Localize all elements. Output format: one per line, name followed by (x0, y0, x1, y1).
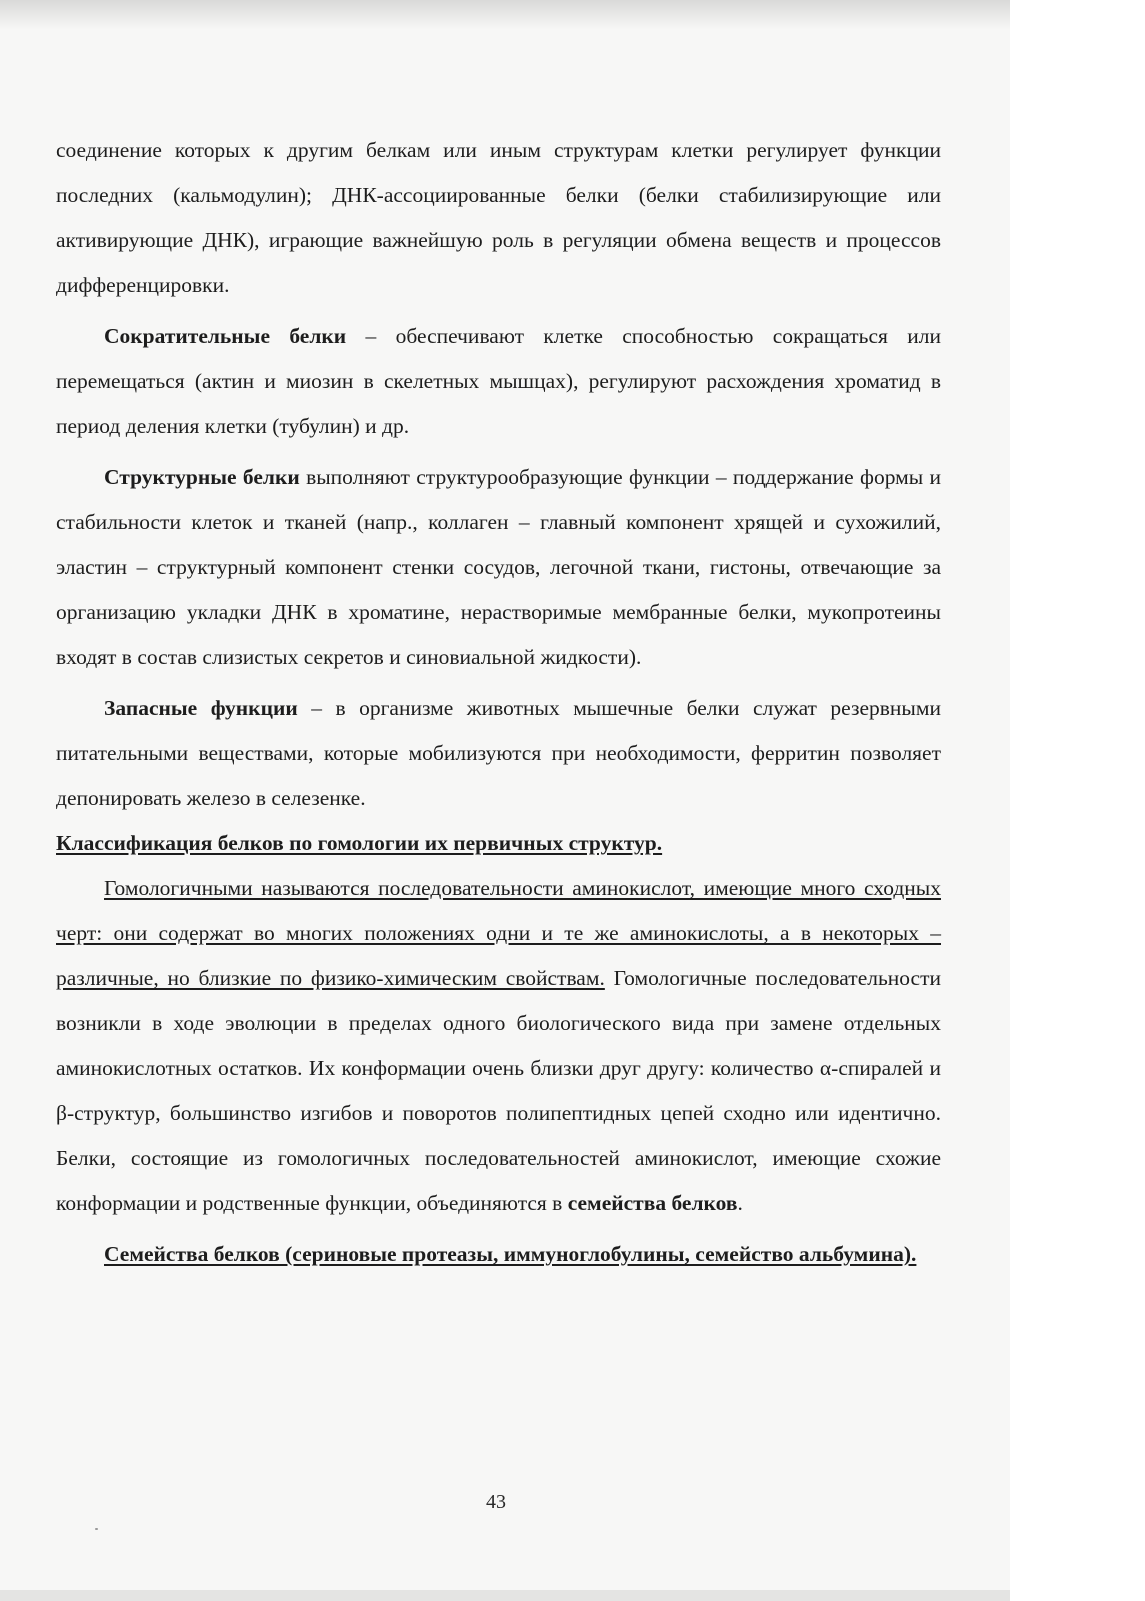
term-structural: Структурные белки (104, 465, 300, 489)
body-text (56, 128, 941, 1277)
heading-protein-families: Семейства белков (сериновые протеазы, иммуноглобулины, семейство альбумина). (104, 1242, 917, 1266)
heading-homology-classification: Классификация белков по гомологии их первичных структур. (56, 831, 663, 855)
paragraph-structural-proteins: Структурные белки выполняют структурообразующие функции – поддержание формы и стабильности клеток и тканей (напр., коллаген – главный компонент хрящей и сухожилий, эластин – структурный компонент стенки сосудов, легочной ткани, гистоны, отвечающие за организацию укладки ДНК в хроматине, нерастворимые мембранные белки, мукопротеины входят в состав слизистых секретов и синовиальной жидкости). (56, 465, 941, 669)
term-storage: Запасные функции (104, 696, 298, 720)
paragraph-homologous-sequences: Гомологичными называются последовательности аминокислот, имеющие много сходных черт: они содержат во многих положениях одни и те же аминокислоты, а в некоторых – различные, но близкие по физико-химическим свойствам. Гомологичные последовательности возникли в ходе эволюции в пределах одного биологического вида при замене отдельных аминокислотных остатков. Их конформации очень близки друг другу: количество α-спиралей и β-структур, большинство изгибов и поворотов полипептидных цепей сходно или идентично. Белки, состоящие из гомологичных последовательностей аминокислот, имеющие схожие конформации и родственные функции, объединяются в семейства белков. (56, 876, 942, 1215)
term-protein-families: семейства белков (567, 1191, 738, 1215)
page-number: 43 (486, 1491, 506, 1513)
paragraph-dna-associated: соединение которых к другим белкам или иным структурам клетки регулирует функции последних (кальмодулин); ДНК-ассоциированные белки (белки стабилизирующие или активирующие ДНК), играющие важнейшую роль в регуляции обмена веществ и процессов дифференцировки. (56, 138, 941, 297)
term-contractile: Сократительные белки (104, 324, 347, 348)
paragraph-contractile-proteins: Сократительные белки – обеспечивают клетке способностью сокращаться или перемещаться (актин и миозин в скелетных мышцах), регулируют расхождения хроматид в период деления клетки (тубулин) и др. (56, 324, 941, 438)
paragraph-storage-functions: Запасные функции – в организме животных мышечные белки служат резервными питательными веществами, которые мобилизуются при необходимости, ферритин позволяет депонировать железо в селезенке. (56, 696, 941, 810)
scan-speck (95, 1528, 98, 1530)
